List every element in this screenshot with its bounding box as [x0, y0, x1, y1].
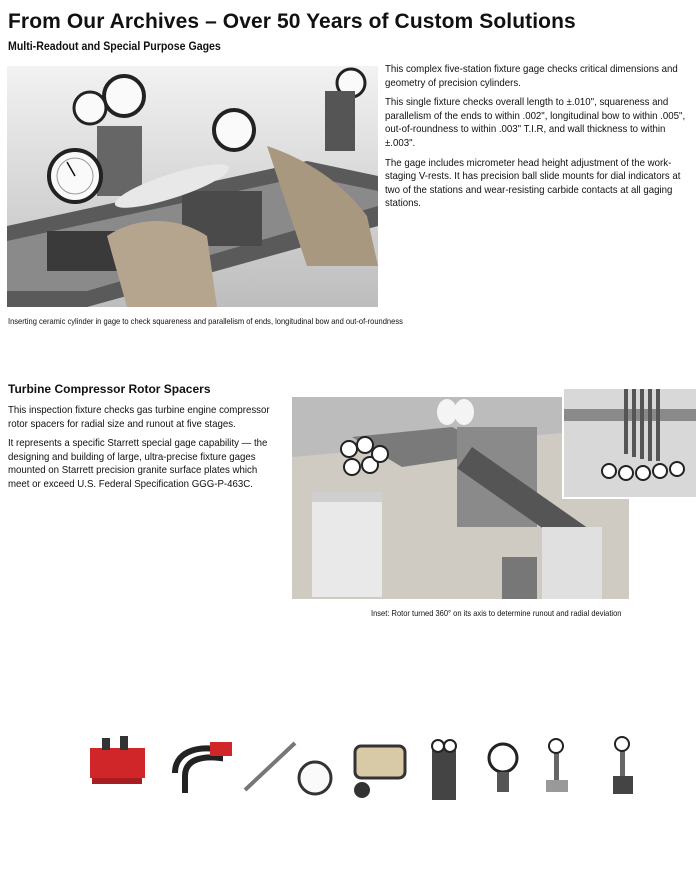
product-thumbnail-strip: [80, 728, 650, 818]
flat-gage-product-image: [354, 746, 405, 798]
section2-paragraph: This inspection fixture checks gas turbine engine compressor rotor spacers for radial size and runout at five stages.: [8, 405, 270, 430]
height-gage-product-image: [546, 739, 568, 792]
section-subtitle: Multi-Readout and Special Purpose Gages: [8, 41, 221, 53]
page-title: From Our Archives – Over 50 Years of Custom Solutions: [8, 10, 576, 33]
section2-paragraph: It represents a specific Starrett special gage capability — the designing and building of large, ultra-precise fixture gages mounted on Starrett precision granite surface plates which meet or exceed U.S. Federal Specification GGG-P-463C.: [8, 438, 268, 490]
multi-dial-gage-product-image: [432, 740, 456, 800]
photo-caption: Inset: Rotor turned 360° on its axis to determine runout and radial deviation: [371, 609, 622, 618]
section2-description: [8, 404, 283, 498]
rotor-inset-photo: [562, 387, 698, 499]
dial-indicator-product-image: [489, 744, 517, 792]
fixture-gage-photo: [7, 66, 378, 307]
photo-caption: Inserting ceramic cylinder in gage to check squareness and parallelism of ends, longitudinal bow and out-of-roundness: [8, 317, 403, 326]
test-indicator-product-image: [613, 737, 633, 794]
section1-paragraph: The gage includes micrometer head height adjustment of the work-staging V-rests. It has precision ball slide mounts for dial indicators at two of the stations and wear-resisting carbide contacts at all gaging stations.: [385, 157, 681, 210]
caliper-gage-product-image: [175, 742, 232, 793]
section1-paragraph: This complex five-station fixture gage checks critical dimensions and geometry of precision cylinders.: [385, 64, 678, 89]
bore-gage-product-image: [245, 743, 331, 794]
section-title: Turbine Compressor Rotor Spacers: [8, 382, 211, 396]
section1-paragraph: This single fixture checks overall length to ±.010", squareness and parallelism of the ends to within .002", longitudinal bow to within .005", out-of-roundness to within .003" T.I.R, and wall thickness to within ±.003".: [385, 97, 686, 149]
section1-description: [385, 63, 695, 217]
red-gage-product-image: [90, 736, 145, 784]
